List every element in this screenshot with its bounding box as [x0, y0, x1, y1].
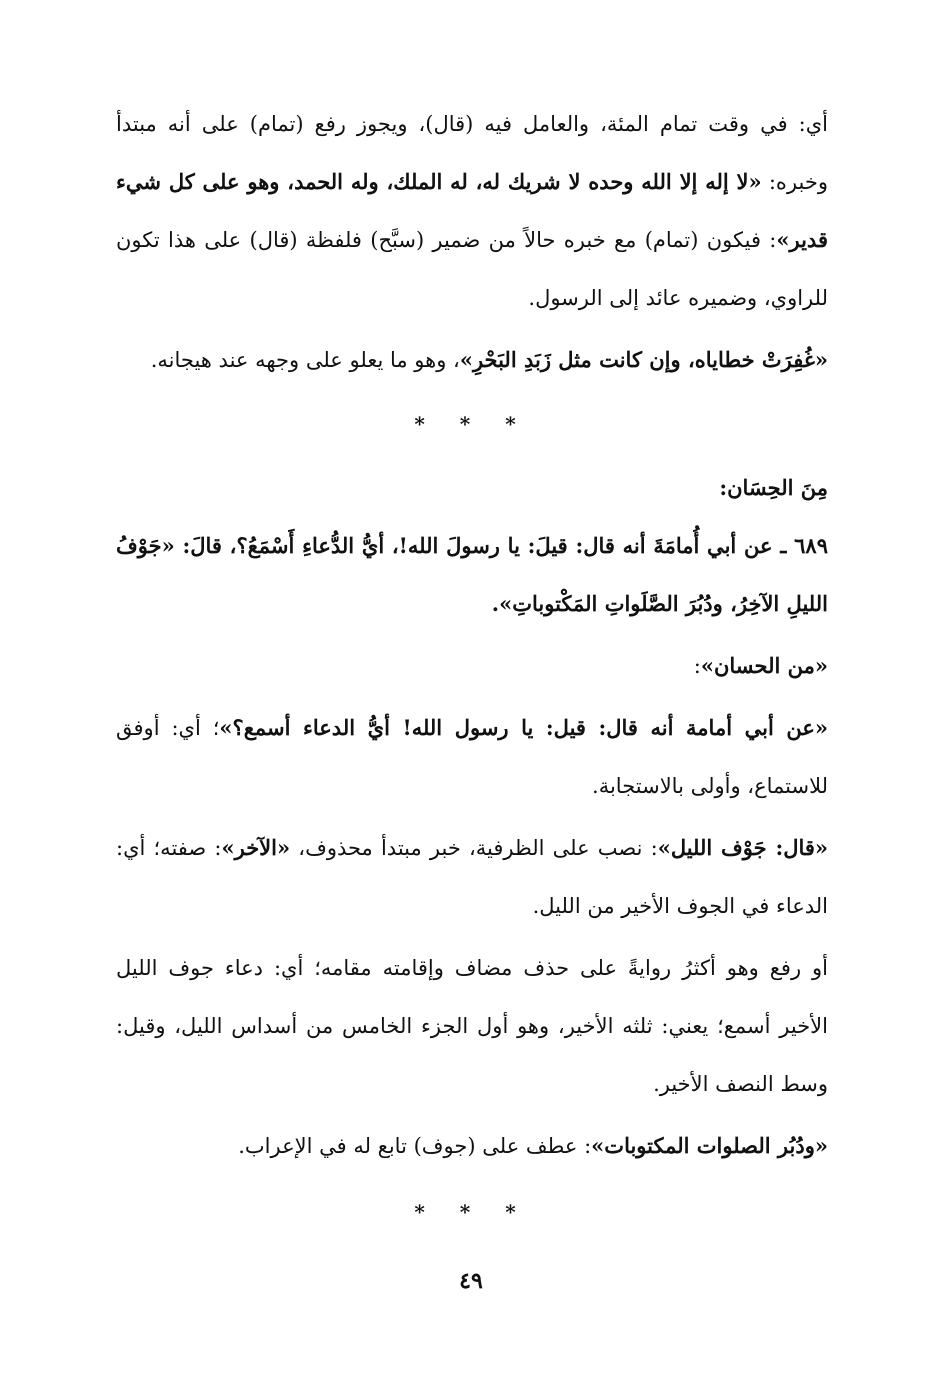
quoted-text: «من الحسان»: [700, 653, 828, 678]
section-separator: * * *: [414, 1200, 530, 1224]
text-run: : فيكون (تمام) مع خبره حالاً من ضمير (سبَّح) فلفظة (قال) على هذا تكون للراوي، وضميره عائد إلى الرسول.: [116, 228, 828, 310]
paragraph-1: [116, 95, 828, 327]
text-run: : عطف على (جوف) تابع له في الإعراب.: [238, 1134, 592, 1158]
page-number: ٤٩: [459, 1268, 483, 1294]
text-run: :: [693, 654, 701, 678]
paragraph-5: [116, 819, 828, 935]
text-run: : نصب على الظرفية، خبر مبتدأ محذوف،: [290, 836, 658, 860]
page-content: [116, 95, 828, 1245]
quoted-text: «غُفِرَتْ خطاياه، وإن كانت مثل زَبَدِ البَحْرِ»: [459, 347, 828, 372]
paragraph-4: [116, 699, 828, 815]
quoted-text: «عن أبي أمامة أنه قال: قيل: يا رسول الله! أيُّ الدعاء أسمع؟»: [219, 715, 828, 740]
quoted-text: «لا إله إلا الله وحده لا شريك له، له الملك، وله الحمد، وهو على كل شيء قدير»: [116, 169, 828, 252]
paragraph-2: [116, 331, 828, 389]
paragraph-3: [116, 637, 828, 695]
paragraph-7: [116, 1117, 828, 1175]
text-run: : صفته؛ أي: الدعاء في الجوف الأخير من الليل.: [116, 836, 828, 918]
text-run: أي: في وقت تمام المئة، والعامل فيه (قال)، ويجوز رفع (تمام) على أنه مبتدأ وخبره:: [116, 112, 828, 194]
section-separator: * * *: [414, 412, 530, 436]
quoted-text: «ودُبُر الصلوات المكتوبات»: [591, 1133, 828, 1158]
text-run: ؛ أي: أوفق للاستماع، وأولى بالاستجابة.: [116, 716, 828, 798]
hadith-text: ٦٨٩ ـ عن أبي أُمامَةَ أنه قال: قيلَ: يا رسولَ الله!، أيُّ الدُّعاءِ أَسْمَعُ؟، قالَ: «جَوْفُ الليلِ الآخِرُ، ودُبُرَ الصَّلَواتِ المَكْتوباتِ».: [116, 533, 828, 616]
quoted-text: «الآخر»: [221, 835, 291, 860]
quoted-text: «قال: جَوْف الليل»: [657, 835, 829, 860]
text-run: ، وهو ما يعلو على وجهه عند هيجانه.: [150, 348, 460, 372]
section-heading: مِنَ الحِسَان:: [719, 475, 828, 500]
paragraph-6: أو رفع وهو أكثرُ روايةً على حذف مضاف وإقامته مقامه؛ أي: دعاء جوف الليل الأخير أسمع؛ يعني: ثلثه الأخير، وهو أول الجزء الخامس من أسداس الليل، وقيل: وسط النصف الأخير.: [116, 956, 828, 1096]
